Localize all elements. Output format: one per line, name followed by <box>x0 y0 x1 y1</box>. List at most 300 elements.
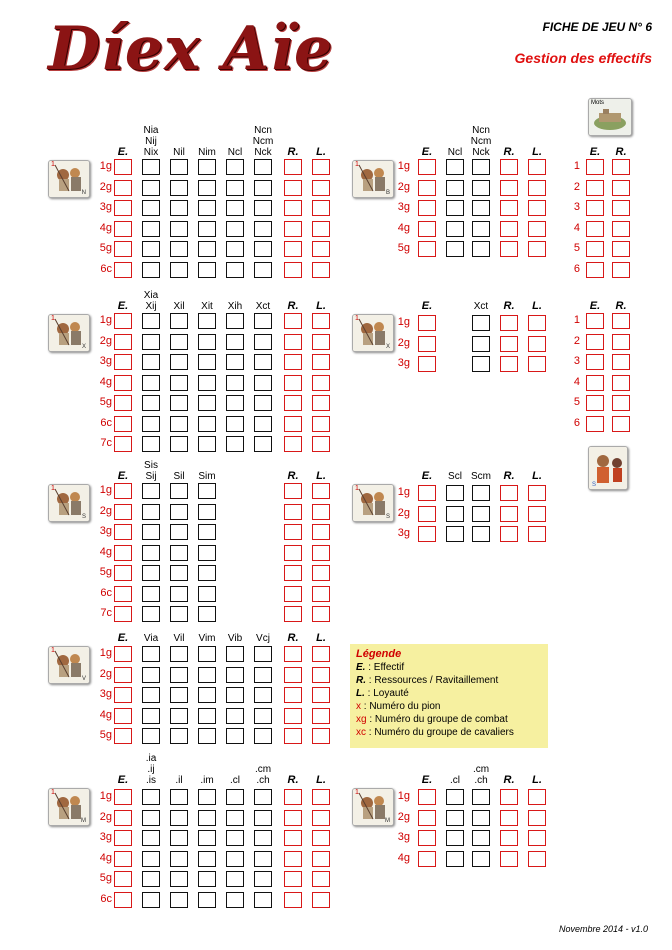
entry-box[interactable] <box>284 789 302 805</box>
entry-box[interactable] <box>418 180 436 196</box>
entry-box[interactable] <box>254 354 272 370</box>
entry-box[interactable] <box>226 416 244 432</box>
entry-box[interactable] <box>254 180 272 196</box>
entry-box[interactable] <box>254 200 272 216</box>
entry-box[interactable] <box>586 354 604 370</box>
entry-box[interactable] <box>142 524 160 540</box>
entry-box[interactable] <box>170 687 188 703</box>
entry-box[interactable] <box>612 395 630 411</box>
entry-box[interactable] <box>472 830 490 846</box>
entry-box[interactable] <box>226 892 244 908</box>
entry-box[interactable] <box>586 375 604 391</box>
entry-box[interactable] <box>170 436 188 452</box>
entry-box[interactable] <box>312 667 330 683</box>
entry-box[interactable] <box>500 526 518 542</box>
entry-box[interactable] <box>170 262 188 278</box>
entry-box[interactable] <box>198 241 216 257</box>
entry-box[interactable] <box>472 526 490 542</box>
entry-box[interactable] <box>170 871 188 887</box>
entry-box[interactable] <box>312 200 330 216</box>
entry-box[interactable] <box>198 504 216 520</box>
entry-box[interactable] <box>170 892 188 908</box>
entry-box[interactable] <box>226 159 244 175</box>
entry-box[interactable] <box>114 483 132 499</box>
entry-box[interactable] <box>198 375 216 391</box>
entry-box[interactable] <box>142 241 160 257</box>
entry-box[interactable] <box>284 504 302 520</box>
entry-box[interactable] <box>142 687 160 703</box>
entry-box[interactable] <box>528 200 546 216</box>
entry-box[interactable] <box>612 334 630 350</box>
entry-box[interactable] <box>528 241 546 257</box>
entry-box[interactable] <box>254 241 272 257</box>
entry-box[interactable] <box>226 241 244 257</box>
entry-box[interactable] <box>226 667 244 683</box>
entry-box[interactable] <box>446 506 464 522</box>
entry-box[interactable] <box>418 356 436 372</box>
entry-box[interactable] <box>418 506 436 522</box>
entry-box[interactable] <box>170 504 188 520</box>
entry-box[interactable] <box>500 356 518 372</box>
entry-box[interactable] <box>418 789 436 805</box>
entry-box[interactable] <box>254 159 272 175</box>
entry-box[interactable] <box>114 830 132 846</box>
entry-box[interactable] <box>284 483 302 499</box>
entry-box[interactable] <box>312 545 330 561</box>
entry-box[interactable] <box>500 485 518 501</box>
entry-box[interactable] <box>254 830 272 846</box>
entry-box[interactable] <box>114 871 132 887</box>
entry-box[interactable] <box>226 646 244 662</box>
entry-box[interactable] <box>312 221 330 237</box>
entry-box[interactable] <box>198 416 216 432</box>
entry-box[interactable] <box>142 416 160 432</box>
entry-box[interactable] <box>142 436 160 452</box>
entry-box[interactable] <box>142 221 160 237</box>
entry-box[interactable] <box>114 375 132 391</box>
entry-box[interactable] <box>114 565 132 581</box>
entry-box[interactable] <box>254 810 272 826</box>
entry-box[interactable] <box>142 159 160 175</box>
entry-box[interactable] <box>170 667 188 683</box>
entry-box[interactable] <box>284 262 302 278</box>
entry-box[interactable] <box>528 159 546 175</box>
entry-box[interactable] <box>612 180 630 196</box>
entry-box[interactable] <box>312 708 330 724</box>
entry-box[interactable] <box>114 180 132 196</box>
entry-box[interactable] <box>446 200 464 216</box>
entry-box[interactable] <box>284 851 302 867</box>
entry-box[interactable] <box>312 606 330 622</box>
entry-box[interactable] <box>472 200 490 216</box>
entry-box[interactable] <box>198 200 216 216</box>
entry-box[interactable] <box>170 483 188 499</box>
entry-box[interactable] <box>500 789 518 805</box>
entry-box[interactable] <box>284 728 302 744</box>
entry-box[interactable] <box>142 483 160 499</box>
entry-box[interactable] <box>254 871 272 887</box>
entry-box[interactable] <box>586 334 604 350</box>
entry-box[interactable] <box>170 334 188 350</box>
entry-box[interactable] <box>114 395 132 411</box>
entry-box[interactable] <box>418 159 436 175</box>
entry-box[interactable] <box>198 545 216 561</box>
entry-box[interactable] <box>312 728 330 744</box>
entry-box[interactable] <box>586 395 604 411</box>
entry-box[interactable] <box>612 313 630 329</box>
entry-box[interactable] <box>114 436 132 452</box>
entry-box[interactable] <box>528 851 546 867</box>
entry-box[interactable] <box>142 504 160 520</box>
entry-box[interactable] <box>226 200 244 216</box>
entry-box[interactable] <box>114 606 132 622</box>
entry-box[interactable] <box>114 851 132 867</box>
entry-box[interactable] <box>142 871 160 887</box>
entry-box[interactable] <box>170 830 188 846</box>
entry-box[interactable] <box>312 180 330 196</box>
entry-box[interactable] <box>226 395 244 411</box>
entry-box[interactable] <box>312 789 330 805</box>
entry-box[interactable] <box>142 395 160 411</box>
entry-box[interactable] <box>418 810 436 826</box>
entry-box[interactable] <box>586 200 604 216</box>
entry-box[interactable] <box>312 524 330 540</box>
entry-box[interactable] <box>312 565 330 581</box>
entry-box[interactable] <box>114 504 132 520</box>
entry-box[interactable] <box>226 728 244 744</box>
entry-box[interactable] <box>500 159 518 175</box>
entry-box[interactable] <box>114 810 132 826</box>
entry-box[interactable] <box>528 506 546 522</box>
entry-box[interactable] <box>446 159 464 175</box>
entry-box[interactable] <box>528 526 546 542</box>
entry-box[interactable] <box>586 180 604 196</box>
entry-box[interactable] <box>472 506 490 522</box>
entry-box[interactable] <box>312 504 330 520</box>
entry-box[interactable] <box>500 506 518 522</box>
entry-box[interactable] <box>612 221 630 237</box>
entry-box[interactable] <box>198 524 216 540</box>
entry-box[interactable] <box>198 871 216 887</box>
entry-box[interactable] <box>284 708 302 724</box>
entry-box[interactable] <box>226 871 244 887</box>
entry-box[interactable] <box>284 810 302 826</box>
entry-box[interactable] <box>198 483 216 499</box>
entry-box[interactable] <box>528 830 546 846</box>
entry-box[interactable] <box>114 262 132 278</box>
entry-box[interactable] <box>312 262 330 278</box>
entry-box[interactable] <box>170 313 188 329</box>
entry-box[interactable] <box>312 313 330 329</box>
entry-box[interactable] <box>114 200 132 216</box>
entry-box[interactable] <box>142 262 160 278</box>
entry-box[interactable] <box>142 313 160 329</box>
entry-box[interactable] <box>446 526 464 542</box>
entry-box[interactable] <box>472 485 490 501</box>
entry-box[interactable] <box>198 810 216 826</box>
entry-box[interactable] <box>312 416 330 432</box>
entry-box[interactable] <box>142 545 160 561</box>
entry-box[interactable] <box>142 728 160 744</box>
entry-box[interactable] <box>114 667 132 683</box>
entry-box[interactable] <box>500 810 518 826</box>
entry-box[interactable] <box>198 789 216 805</box>
entry-box[interactable] <box>418 526 436 542</box>
entry-box[interactable] <box>170 200 188 216</box>
entry-box[interactable] <box>418 241 436 257</box>
entry-box[interactable] <box>500 180 518 196</box>
entry-box[interactable] <box>284 375 302 391</box>
entry-box[interactable] <box>446 221 464 237</box>
entry-box[interactable] <box>586 416 604 432</box>
entry-box[interactable] <box>312 483 330 499</box>
entry-box[interactable] <box>254 221 272 237</box>
entry-box[interactable] <box>226 789 244 805</box>
entry-box[interactable] <box>254 375 272 391</box>
entry-box[interactable] <box>198 586 216 602</box>
entry-box[interactable] <box>418 851 436 867</box>
entry-box[interactable] <box>612 416 630 432</box>
entry-box[interactable] <box>446 789 464 805</box>
entry-box[interactable] <box>114 708 132 724</box>
entry-box[interactable] <box>500 851 518 867</box>
entry-box[interactable] <box>254 416 272 432</box>
entry-box[interactable] <box>198 646 216 662</box>
entry-box[interactable] <box>254 436 272 452</box>
entry-box[interactable] <box>170 375 188 391</box>
entry-box[interactable] <box>284 221 302 237</box>
entry-box[interactable] <box>114 313 132 329</box>
entry-box[interactable] <box>198 830 216 846</box>
entry-box[interactable] <box>312 810 330 826</box>
entry-box[interactable] <box>198 354 216 370</box>
entry-box[interactable] <box>284 200 302 216</box>
entry-box[interactable] <box>254 313 272 329</box>
entry-box[interactable] <box>312 436 330 452</box>
entry-box[interactable] <box>500 221 518 237</box>
entry-box[interactable] <box>142 667 160 683</box>
entry-box[interactable] <box>170 851 188 867</box>
entry-box[interactable] <box>472 241 490 257</box>
entry-box[interactable] <box>612 354 630 370</box>
entry-box[interactable] <box>198 221 216 237</box>
entry-box[interactable] <box>312 687 330 703</box>
entry-box[interactable] <box>254 262 272 278</box>
entry-box[interactable] <box>198 667 216 683</box>
entry-box[interactable] <box>312 851 330 867</box>
entry-box[interactable] <box>170 708 188 724</box>
entry-box[interactable] <box>226 851 244 867</box>
entry-box[interactable] <box>226 354 244 370</box>
entry-box[interactable] <box>142 606 160 622</box>
entry-box[interactable] <box>418 221 436 237</box>
entry-box[interactable] <box>500 200 518 216</box>
entry-box[interactable] <box>612 375 630 391</box>
entry-box[interactable] <box>284 830 302 846</box>
entry-box[interactable] <box>586 221 604 237</box>
entry-box[interactable] <box>472 159 490 175</box>
entry-box[interactable] <box>284 395 302 411</box>
entry-box[interactable] <box>198 606 216 622</box>
entry-box[interactable] <box>170 159 188 175</box>
entry-box[interactable] <box>446 241 464 257</box>
entry-box[interactable] <box>284 687 302 703</box>
entry-box[interactable] <box>446 810 464 826</box>
entry-box[interactable] <box>472 336 490 352</box>
entry-box[interactable] <box>312 830 330 846</box>
entry-box[interactable] <box>312 334 330 350</box>
entry-box[interactable] <box>170 221 188 237</box>
entry-box[interactable] <box>142 708 160 724</box>
entry-box[interactable] <box>226 262 244 278</box>
entry-box[interactable] <box>142 789 160 805</box>
entry-box[interactable] <box>198 180 216 196</box>
entry-box[interactable] <box>142 830 160 846</box>
entry-box[interactable] <box>198 395 216 411</box>
entry-box[interactable] <box>114 241 132 257</box>
entry-box[interactable] <box>142 334 160 350</box>
entry-box[interactable] <box>170 180 188 196</box>
entry-box[interactable] <box>198 313 216 329</box>
entry-box[interactable] <box>226 221 244 237</box>
entry-box[interactable] <box>198 892 216 908</box>
entry-box[interactable] <box>528 180 546 196</box>
entry-box[interactable] <box>142 586 160 602</box>
entry-box[interactable] <box>142 354 160 370</box>
entry-box[interactable] <box>170 354 188 370</box>
entry-box[interactable] <box>142 810 160 826</box>
entry-box[interactable] <box>170 789 188 805</box>
entry-box[interactable] <box>472 221 490 237</box>
entry-box[interactable] <box>254 646 272 662</box>
entry-box[interactable] <box>254 395 272 411</box>
entry-box[interactable] <box>114 545 132 561</box>
entry-box[interactable] <box>284 313 302 329</box>
entry-box[interactable] <box>446 180 464 196</box>
entry-box[interactable] <box>142 646 160 662</box>
entry-box[interactable] <box>254 851 272 867</box>
entry-box[interactable] <box>254 789 272 805</box>
entry-box[interactable] <box>472 356 490 372</box>
entry-box[interactable] <box>284 180 302 196</box>
entry-box[interactable] <box>142 851 160 867</box>
entry-box[interactable] <box>198 708 216 724</box>
entry-box[interactable] <box>586 313 604 329</box>
entry-box[interactable] <box>312 646 330 662</box>
entry-box[interactable] <box>472 315 490 331</box>
entry-box[interactable] <box>418 830 436 846</box>
entry-box[interactable] <box>612 159 630 175</box>
entry-box[interactable] <box>254 667 272 683</box>
entry-box[interactable] <box>170 565 188 581</box>
entry-box[interactable] <box>114 354 132 370</box>
entry-box[interactable] <box>170 524 188 540</box>
entry-box[interactable] <box>284 606 302 622</box>
entry-box[interactable] <box>226 180 244 196</box>
entry-box[interactable] <box>170 241 188 257</box>
entry-box[interactable] <box>114 221 132 237</box>
entry-box[interactable] <box>586 262 604 278</box>
entry-box[interactable] <box>472 180 490 196</box>
entry-box[interactable] <box>528 810 546 826</box>
entry-box[interactable] <box>528 485 546 501</box>
entry-box[interactable] <box>226 810 244 826</box>
entry-box[interactable] <box>500 336 518 352</box>
entry-box[interactable] <box>312 395 330 411</box>
entry-box[interactable] <box>198 334 216 350</box>
entry-box[interactable] <box>418 485 436 501</box>
entry-box[interactable] <box>114 892 132 908</box>
entry-box[interactable] <box>284 354 302 370</box>
entry-box[interactable] <box>170 606 188 622</box>
entry-box[interactable] <box>612 241 630 257</box>
entry-box[interactable] <box>226 436 244 452</box>
entry-box[interactable] <box>170 810 188 826</box>
entry-box[interactable] <box>226 334 244 350</box>
entry-box[interactable] <box>226 708 244 724</box>
entry-box[interactable] <box>312 586 330 602</box>
entry-box[interactable] <box>312 375 330 391</box>
entry-box[interactable] <box>312 354 330 370</box>
entry-box[interactable] <box>284 545 302 561</box>
entry-box[interactable] <box>254 892 272 908</box>
entry-box[interactable] <box>284 159 302 175</box>
entry-box[interactable] <box>284 871 302 887</box>
entry-box[interactable] <box>284 646 302 662</box>
entry-box[interactable] <box>446 830 464 846</box>
entry-box[interactable] <box>226 375 244 391</box>
entry-box[interactable] <box>418 336 436 352</box>
entry-box[interactable] <box>472 810 490 826</box>
entry-box[interactable] <box>612 262 630 278</box>
entry-box[interactable] <box>528 315 546 331</box>
entry-box[interactable] <box>142 375 160 391</box>
entry-box[interactable] <box>114 646 132 662</box>
entry-box[interactable] <box>284 667 302 683</box>
entry-box[interactable] <box>198 436 216 452</box>
entry-box[interactable] <box>198 851 216 867</box>
entry-box[interactable] <box>284 241 302 257</box>
entry-box[interactable] <box>472 789 490 805</box>
entry-box[interactable] <box>254 708 272 724</box>
entry-box[interactable] <box>254 334 272 350</box>
entry-box[interactable] <box>284 565 302 581</box>
entry-box[interactable] <box>612 200 630 216</box>
entry-box[interactable] <box>528 789 546 805</box>
entry-box[interactable] <box>312 871 330 887</box>
entry-box[interactable] <box>284 524 302 540</box>
entry-box[interactable] <box>472 851 490 867</box>
entry-box[interactable] <box>226 830 244 846</box>
entry-box[interactable] <box>170 416 188 432</box>
entry-box[interactable] <box>142 565 160 581</box>
entry-box[interactable] <box>284 334 302 350</box>
entry-box[interactable] <box>170 395 188 411</box>
entry-box[interactable] <box>114 789 132 805</box>
entry-box[interactable] <box>198 565 216 581</box>
entry-box[interactable] <box>528 336 546 352</box>
entry-box[interactable] <box>198 159 216 175</box>
entry-box[interactable] <box>226 313 244 329</box>
entry-box[interactable] <box>170 545 188 561</box>
entry-box[interactable] <box>312 241 330 257</box>
entry-box[interactable] <box>254 687 272 703</box>
entry-box[interactable] <box>500 241 518 257</box>
entry-box[interactable] <box>528 221 546 237</box>
entry-box[interactable] <box>198 262 216 278</box>
entry-box[interactable] <box>586 241 604 257</box>
entry-box[interactable] <box>284 436 302 452</box>
